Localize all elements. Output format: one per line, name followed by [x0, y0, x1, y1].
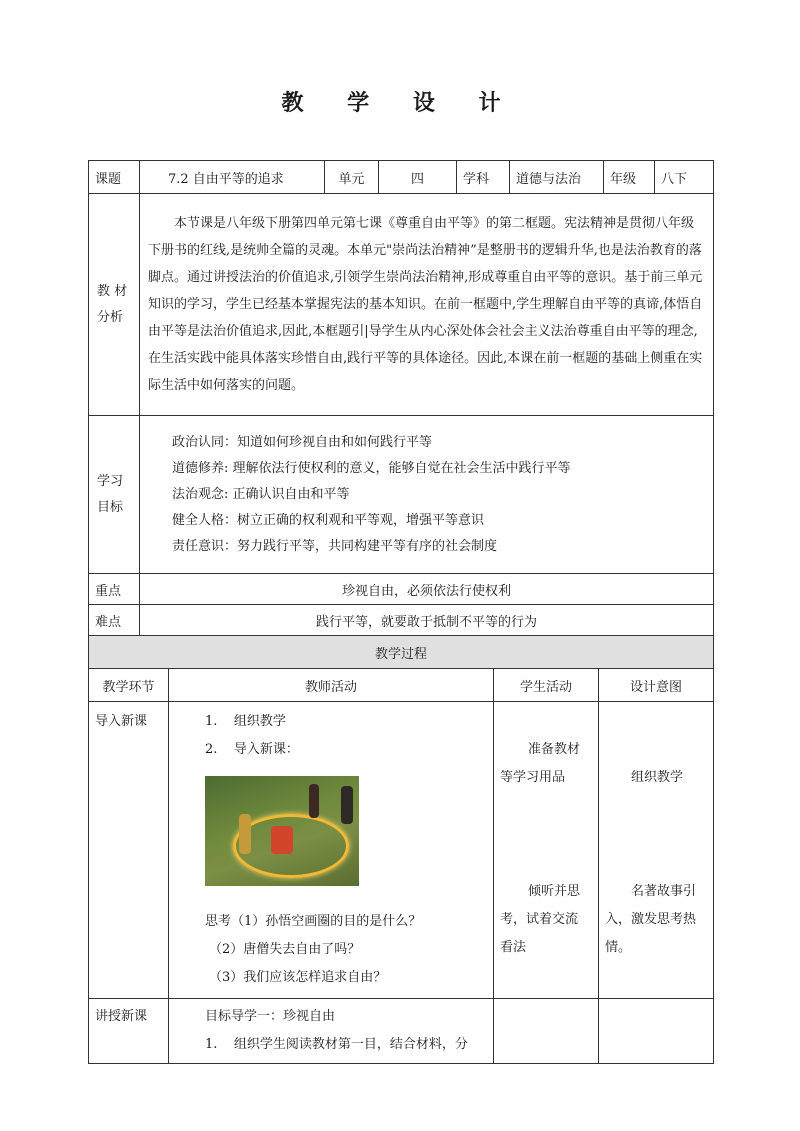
unit-label: 单元 [325, 161, 379, 194]
stage-lecture: 讲授新课 [89, 999, 169, 1064]
monkey-figure [239, 814, 251, 854]
grade-value: 八下 [655, 161, 714, 194]
goal-item: 健全人格：树立正确的权利观和平等观，增强平等意识 [172, 512, 485, 528]
difficulty-row [89, 605, 714, 636]
goal-item: 政治认同：知道如何珍视自由和如何践行平等 [172, 434, 433, 450]
analysis-label-line1: 教 材 [97, 283, 128, 299]
student-lecture [494, 999, 599, 1064]
lecture-row [89, 999, 714, 1064]
student-intro [494, 702, 599, 999]
grade-label: 年级 [604, 161, 655, 194]
intent-lecture [599, 999, 714, 1064]
goals-label-line1: 学习 [97, 473, 124, 489]
student-text: 看法 [500, 940, 527, 955]
monk-figure [271, 826, 293, 854]
teacher-step: 1. 组织教学 [205, 714, 286, 729]
student-text: 准备教材 [528, 742, 581, 757]
teacher-intro [169, 702, 494, 999]
goals-label [89, 416, 140, 574]
pilgrim-figure [341, 786, 353, 824]
analysis-row [89, 194, 714, 416]
col-intent: 设计意图 [599, 669, 714, 702]
goals-row [89, 416, 714, 574]
pilgrim-figure [309, 784, 319, 818]
question: （3）我们应该怎样追求自由？ [209, 970, 387, 985]
unit-value: 四 [379, 161, 457, 194]
key-point-label: 重点 [89, 574, 140, 605]
stage-intro: 导入新课 [89, 702, 169, 999]
goal-item: 道德修养: 理解依法行使权利的意义，能够自觉在社会生活中践行平等 [172, 460, 571, 476]
analysis-label [89, 194, 140, 416]
analysis-label-line2: 分析 [97, 309, 124, 325]
question: 思考（1）孙悟空画圈的目的是什么？ [205, 914, 422, 929]
difficulty-value: 践行平等，就要敢于抵制不平等的行为 [140, 605, 714, 636]
intent-text: 情。 [605, 940, 632, 955]
teaching-process-table [88, 635, 714, 1064]
header-row [89, 161, 714, 194]
intent-text: 组织教学 [631, 770, 684, 785]
student-text: 考，试着交流 [500, 912, 579, 927]
student-text: 倾听并思 [528, 884, 581, 899]
process-title-row [89, 636, 714, 669]
intro-row [89, 702, 714, 999]
journey-west-scene-image [205, 776, 359, 886]
discipline-value: 道德与法治 [510, 161, 604, 194]
col-stage: 教学环节 [89, 669, 169, 702]
teacher-step: 2. 导入新课： [205, 742, 299, 757]
goals-list [140, 416, 714, 574]
process-header-row [89, 669, 714, 702]
key-point-row [89, 574, 714, 605]
col-student: 学生活动 [494, 669, 599, 702]
intent-intro [599, 702, 714, 999]
difficulty-label: 难点 [89, 605, 140, 636]
col-teacher: 教师活动 [169, 669, 494, 702]
lesson-info-table [88, 160, 714, 636]
subject-value: 7.2 自由平等的追求 [140, 161, 325, 194]
page-title: 教 学 设 计 [281, 90, 519, 116]
goal-item: 责任意识：努力践行平等，共同构建平等有序的社会制度 [172, 538, 498, 554]
teacher-lecture [169, 999, 494, 1064]
discipline-label: 学科 [457, 161, 510, 194]
student-text: 等学习用品 [500, 770, 566, 785]
lecture-step: 1. 组织学生阅读教材第一目，结合材料，分 [205, 1037, 468, 1052]
intent-text: 入，激发思考热 [605, 912, 697, 927]
process-title: 教学过程 [89, 636, 714, 669]
intent-text: 名著故事引 [631, 884, 697, 899]
analysis-text: 本节课是八年级下册第四单元第七课《尊重自由平等》的第二框题。宪法精神是贯彻八年级下册书的红线,是统帅全篇的灵魂。本单元"崇尚法治精神”是整册书的逻辑升华,也是法治教育的落脚点。通过讲授法治的价值追求,引领学生崇尚法治精神,形成尊重自由平等的意识。基于前三单元知识的学习，学生已经基本掌握宪法的基本知识。在前一框题中,学生理解自由平等的真谛,体悟自由平等是法治价值追求,因此,本框题引|导学生从内心深处体会社会主义法治尊重自由平等的理念,在生活实践中能具体落实珍惜自由,践行平等的具体途径。因此,本课在前一框题的基础上侧重在实际生活中如何落实的问题。 [140, 194, 714, 416]
goals-label-line2: 目标 [97, 499, 124, 515]
lecture-goal: 目标导学一：珍视自由 [205, 1009, 336, 1024]
subject-label: 课题 [89, 161, 140, 194]
goal-item: 法治观念: 正确认识自由和平等 [172, 486, 350, 502]
key-point-value: 珍视自由，必须依法行使权利 [140, 574, 714, 605]
question: （2）唐僧失去自由了吗？ [209, 942, 361, 957]
